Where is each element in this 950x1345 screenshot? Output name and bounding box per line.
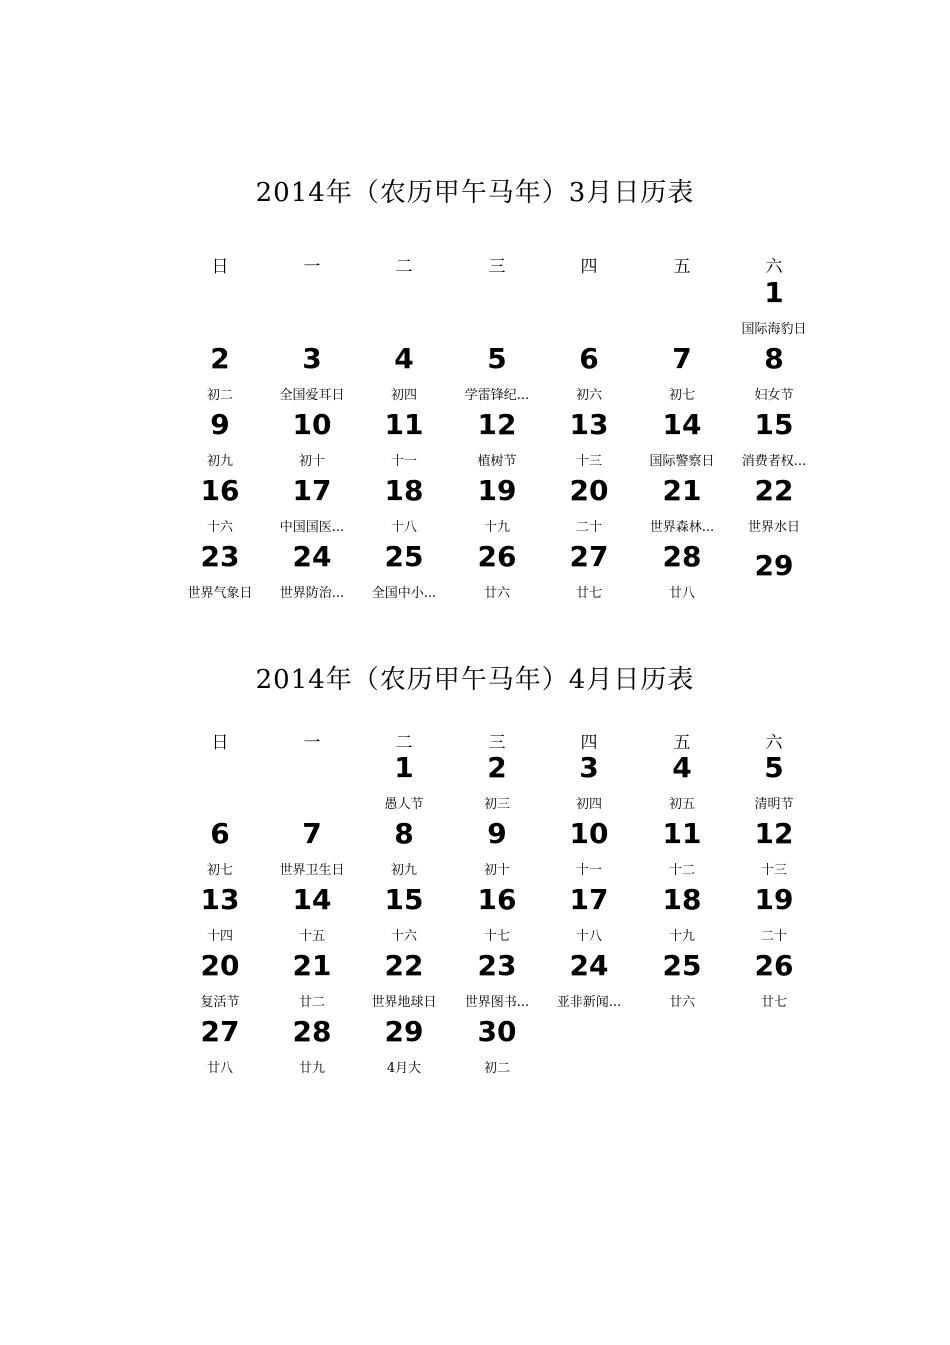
day-number: 27 [569, 540, 609, 573]
day-note: 初五 [668, 797, 695, 812]
day-note: 廿二 [298, 995, 325, 1010]
day-number: 30 [477, 1015, 517, 1048]
day-note: 亚非新闻... [556, 995, 622, 1010]
day-number: 10 [569, 817, 609, 850]
day-number: 12 [754, 817, 794, 850]
day-note: 初四 [575, 797, 602, 812]
day-note: 十一 [390, 454, 417, 469]
day-note: 十二 [668, 863, 695, 878]
day-number: 4 [672, 751, 692, 784]
weekday-header: 二 [395, 257, 413, 277]
day-note: 初六 [575, 388, 602, 403]
day-number: 14 [292, 883, 332, 916]
weekday-header: 五 [673, 733, 691, 753]
day-note: 廿八 [206, 1061, 233, 1076]
day-number: 3 [302, 342, 322, 375]
day-note: 十六 [206, 520, 233, 535]
day-note: 十七 [483, 929, 510, 944]
month-title: 2014年（农历甲午马年）4月日历表 [255, 665, 695, 695]
day-note: 世界防治... [279, 586, 345, 601]
day-number: 13 [569, 408, 609, 441]
day-note: 植树节 [477, 454, 517, 469]
day-note: 全国爱耳日 [279, 388, 345, 403]
day-number: 25 [662, 949, 702, 982]
day-number: 4 [394, 342, 414, 375]
day-number: 8 [394, 817, 414, 850]
day-note: 廿九 [298, 1061, 325, 1076]
day-number: 6 [210, 817, 230, 850]
day-number: 7 [672, 342, 692, 375]
day-note: 十九 [668, 929, 695, 944]
day-note: 十八 [390, 520, 417, 535]
day-number: 1 [394, 751, 414, 784]
day-note: 初九 [390, 863, 417, 878]
day-number: 6 [579, 342, 599, 375]
day-note: 复活节 [200, 995, 240, 1010]
day-note: 愚人节 [384, 797, 424, 812]
weekday-header: 一 [303, 733, 321, 753]
day-number: 3 [579, 751, 599, 784]
day-number: 17 [292, 474, 332, 507]
day-number: 11 [384, 408, 424, 441]
day-note: 十五 [298, 929, 325, 944]
day-note: 初七 [668, 388, 695, 403]
weekday-header: 六 [765, 257, 783, 277]
day-number: 16 [477, 883, 517, 916]
weekday-header: 一 [303, 257, 321, 277]
day-number: 10 [292, 408, 332, 441]
weekday-header: 三 [488, 733, 506, 753]
day-number: 24 [569, 949, 609, 982]
day-note: 初二 [206, 388, 233, 403]
day-number: 5 [487, 342, 507, 375]
day-note: 世界森林... [649, 520, 715, 535]
day-number: 28 [662, 540, 702, 573]
day-note: 初三 [483, 797, 510, 812]
day-note: 十三 [575, 454, 602, 469]
weekday-header: 三 [488, 257, 506, 277]
day-number: 26 [754, 949, 794, 982]
weekday-header: 日 [211, 257, 229, 277]
weekday-header: 日 [211, 733, 229, 753]
day-note: 廿七 [760, 995, 787, 1010]
day-number: 9 [210, 408, 230, 441]
day-note: 世界卫生日 [279, 863, 345, 878]
day-note: 廿八 [668, 586, 695, 601]
day-note: 廿七 [575, 586, 602, 601]
day-number: 21 [662, 474, 702, 507]
day-number: 9 [487, 817, 507, 850]
day-number: 21 [292, 949, 332, 982]
day-number: 2 [487, 751, 507, 784]
weekday-header: 四 [580, 733, 598, 753]
day-note: 十八 [575, 929, 602, 944]
day-note: 廿六 [483, 586, 510, 601]
day-note: 廿六 [668, 995, 695, 1010]
weekday-header: 二 [395, 733, 413, 753]
day-note: 清明节 [754, 797, 794, 812]
day-number: 14 [662, 408, 702, 441]
day-number: 20 [569, 474, 609, 507]
weekday-header: 五 [673, 257, 691, 277]
day-number: 15 [754, 408, 794, 441]
day-number: 26 [477, 540, 517, 573]
day-number: 22 [754, 474, 794, 507]
day-note: 十六 [390, 929, 417, 944]
day-number: 5 [764, 751, 784, 784]
day-note: 初四 [390, 388, 417, 403]
day-note: 十三 [760, 863, 787, 878]
day-note: 十四 [206, 929, 233, 944]
day-number: 8 [764, 342, 784, 375]
day-number: 13 [200, 883, 240, 916]
day-note: 中国国医... [279, 520, 345, 535]
day-note: 妇女节 [754, 388, 794, 403]
day-note: 学雷锋纪... [464, 388, 530, 403]
day-number: 19 [754, 883, 794, 916]
day-note: 初十 [483, 863, 510, 878]
day-note: 初九 [206, 454, 233, 469]
day-note: 国际警察日 [649, 454, 715, 469]
day-note: 初七 [206, 863, 233, 878]
day-number: 29 [384, 1015, 424, 1048]
day-note: 世界水日 [747, 520, 800, 535]
day-number: 7 [302, 817, 322, 850]
day-number: 17 [569, 883, 609, 916]
day-number: 25 [384, 540, 424, 573]
day-note: 世界地球日 [371, 995, 437, 1010]
weekday-header: 六 [765, 733, 783, 753]
day-number: 16 [200, 474, 240, 507]
day-number: 12 [477, 408, 517, 441]
day-number: 18 [384, 474, 424, 507]
day-note: 世界气象日 [187, 586, 253, 601]
day-number: 28 [292, 1015, 332, 1048]
day-number: 20 [200, 949, 240, 982]
day-number: 23 [200, 540, 240, 573]
day-number: 22 [384, 949, 424, 982]
day-number: 11 [662, 817, 702, 850]
day-note: 全国中小... [371, 586, 437, 601]
day-number: 29 [754, 549, 794, 582]
day-note: 初二 [483, 1061, 510, 1076]
day-number: 24 [292, 540, 332, 573]
day-note: 二十 [760, 929, 787, 944]
day-note: 十一 [575, 863, 602, 878]
day-number: 1 [764, 276, 784, 309]
day-note: 十九 [483, 520, 510, 535]
day-note: 国际海豹日 [741, 322, 807, 337]
day-note: 二十 [575, 520, 602, 535]
day-note: 消费者权... [741, 454, 807, 469]
weekday-header: 四 [580, 257, 598, 277]
day-note: 初十 [298, 454, 325, 469]
day-note: 4月大 [386, 1061, 422, 1076]
day-number: 18 [662, 883, 702, 916]
day-number: 27 [200, 1015, 240, 1048]
month-title: 2014年（农历甲午马年）3月日历表 [255, 178, 695, 208]
day-number: 2 [210, 342, 230, 375]
day-number: 15 [384, 883, 424, 916]
day-note: 世界图书... [464, 995, 530, 1010]
day-number: 19 [477, 474, 517, 507]
day-number: 23 [477, 949, 517, 982]
